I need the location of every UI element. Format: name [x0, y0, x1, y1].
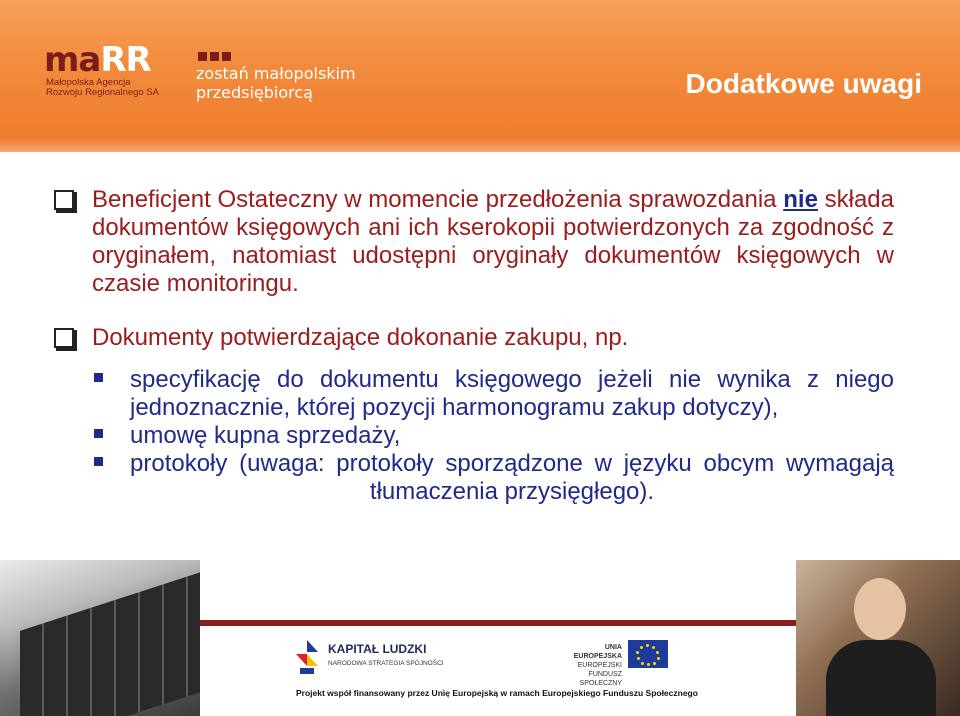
eu-label — [556, 643, 622, 688]
zostan-logo-line1: zostań małopolskim — [196, 64, 356, 83]
marr-subtitle-line2: Rozwoju Regionalnego SA — [46, 87, 160, 98]
marr-subtitle-line1: Małopolska Agencja — [46, 77, 131, 88]
eu-line1: UNIA EUROPEJSKA — [573, 644, 622, 660]
checkbox-bullet-icon — [54, 190, 74, 210]
paragraph-2 — [54, 324, 894, 352]
zostan-logo-line2: przedsiębiorcą — [196, 83, 313, 102]
paragraph-2-text: Dokumenty potwierdzające dokonanie zakupu, np. — [92, 324, 629, 351]
marr-logo — [44, 40, 151, 80]
woman-on-phone-photo — [796, 560, 960, 716]
square-bullet-icon — [94, 429, 103, 438]
paragraph-1-after: składa dokumentów księgowych ani ich kserokopii potwierdzonych za zgodność z oryginałem, natomiast udostępni oryginały dokumentów księgowych w czasie monitoringu. — [92, 186, 894, 297]
kapital-ludzki-subtitle: NARODOWA STRATEGIA SPÓJNOŚCI — [328, 660, 444, 667]
list-item-text: umowę kupna sprzedaży, — [130, 422, 401, 449]
square-bullet-icon — [94, 373, 103, 382]
list-item-text: protokoły (uwaga: protokoły sporządzone w języku obcym wymagają tłumaczenia przysięgłego). — [130, 450, 894, 505]
list-item — [94, 366, 894, 422]
eu-line3: FUNDUSZ SPOŁECZNY — [579, 671, 622, 687]
checkbox-bullet-icon — [54, 328, 74, 348]
paragraph-1-emphasis: nie — [783, 186, 818, 213]
solar-panels-photo — [0, 560, 200, 716]
footer-note: Projekt współ finansowany przez Unię Europejską w ramach Europejskiego Funduszu Społecznego — [296, 688, 698, 698]
kapital-ludzki-logo-icon — [296, 640, 318, 676]
page-title: Dodatkowe uwagi — [685, 68, 922, 99]
slide-content — [54, 186, 894, 506]
header-banner — [0, 0, 960, 152]
eu-flag-icon — [628, 640, 668, 668]
square-bullet-icon — [94, 457, 103, 466]
list-item-text: specyfikację do dokumentu księgowego jeżeli nie wynika z niego jednoznacznie, której pozycji harmonogramu zakup dotyczy), — [130, 366, 894, 421]
marr-logo-accent: RR — [100, 40, 151, 80]
list-item — [94, 422, 894, 450]
marr-logo-subtitle — [46, 78, 159, 98]
marr-logo-main: ma — [44, 40, 101, 80]
footer-band — [200, 620, 796, 716]
kapital-ludzki-title: KAPITAŁ LUDZKI — [328, 642, 427, 656]
zostan-logo — [196, 64, 356, 102]
bullet-list — [54, 366, 894, 506]
paragraph-1-before: Beneficjent Ostateczny w momencie przedłożenia sprawozdania — [92, 186, 784, 213]
paragraph-1 — [54, 186, 894, 298]
footer-stripe — [200, 620, 796, 626]
list-item — [94, 450, 894, 506]
eu-line2: EUROPEJSKI — [577, 662, 622, 669]
